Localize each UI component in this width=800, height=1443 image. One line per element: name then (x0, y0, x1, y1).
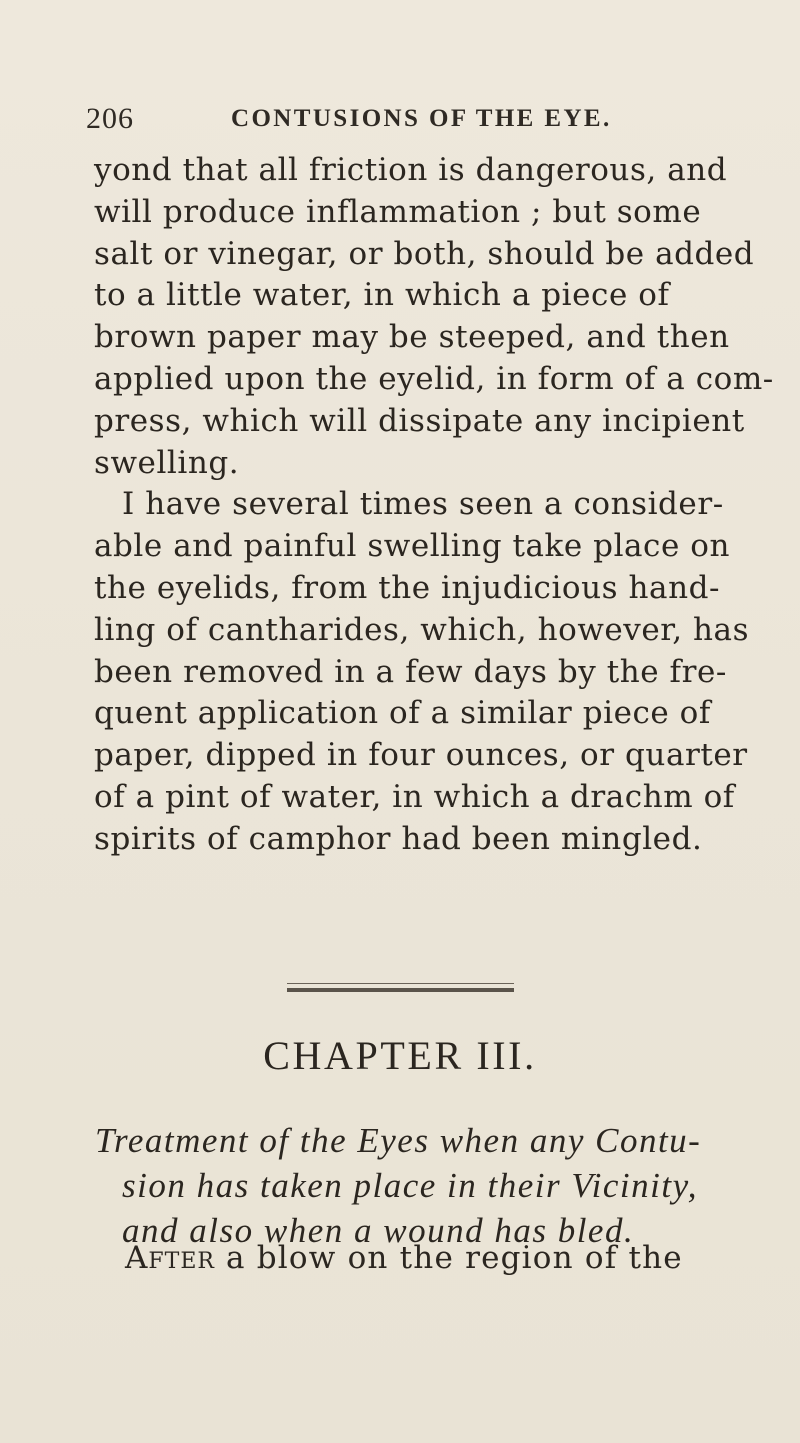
text-line: yond that all friction is dangerous, and (94, 152, 728, 188)
text-line: applied upon the eyelid, in form of a com- (94, 360, 774, 397)
paragraph-1 (94, 150, 774, 484)
chapter-subtitle (95, 1118, 775, 1253)
text-line: ling of cantharides, which, however, has (94, 611, 750, 648)
subtitle-line: sion has taken place in their Vicinity, (122, 1166, 698, 1205)
text-line: salt or vinegar, or both, should be added (94, 235, 755, 272)
text-line: will produce inflammation ; but some (94, 193, 702, 230)
section-divider (287, 983, 514, 993)
text-line: I have several times seen a consider- (122, 486, 724, 523)
divider-thin-line (287, 983, 514, 984)
body-text (94, 150, 774, 861)
text-line: paper, dipped in four ounces, or quarter (94, 737, 748, 774)
text-line: swelling. (94, 444, 240, 481)
running-head: CONTUSIONS OF THE EYE. (231, 105, 612, 132)
chapter-title: CHAPTER III. (263, 1033, 537, 1078)
text-line: press, which will dissipate any incipient (94, 402, 745, 439)
subtitle-line: Treatment of the Eyes when any Contu- (95, 1121, 702, 1160)
text-line: a blow on the region of the (226, 1240, 683, 1276)
text-line: quent application of a similar piece of (94, 695, 711, 732)
text-line: been removed in a few days by the fre- (94, 653, 727, 690)
text-line: able and painful swelling take place on (94, 528, 731, 565)
text-line: spirits of camphor had been mingled. (94, 820, 703, 857)
divider-thick-line (287, 988, 514, 992)
paragraph-2 (94, 484, 764, 860)
subtitle-line: and also when a wound has bled. (122, 1211, 635, 1250)
text-line: of a pint of water, in which a drachm of (94, 778, 735, 815)
next-paragraph-start (125, 1240, 683, 1276)
text-line: to a little water, in which a piece of (94, 277, 670, 314)
text-line: the eyelids, from the injudicious hand- (94, 569, 721, 606)
text-line: brown paper may be steeped, and then (94, 319, 730, 356)
small-caps-word: After (125, 1240, 215, 1276)
page-header (86, 102, 760, 142)
page-number: 206 (86, 102, 134, 135)
